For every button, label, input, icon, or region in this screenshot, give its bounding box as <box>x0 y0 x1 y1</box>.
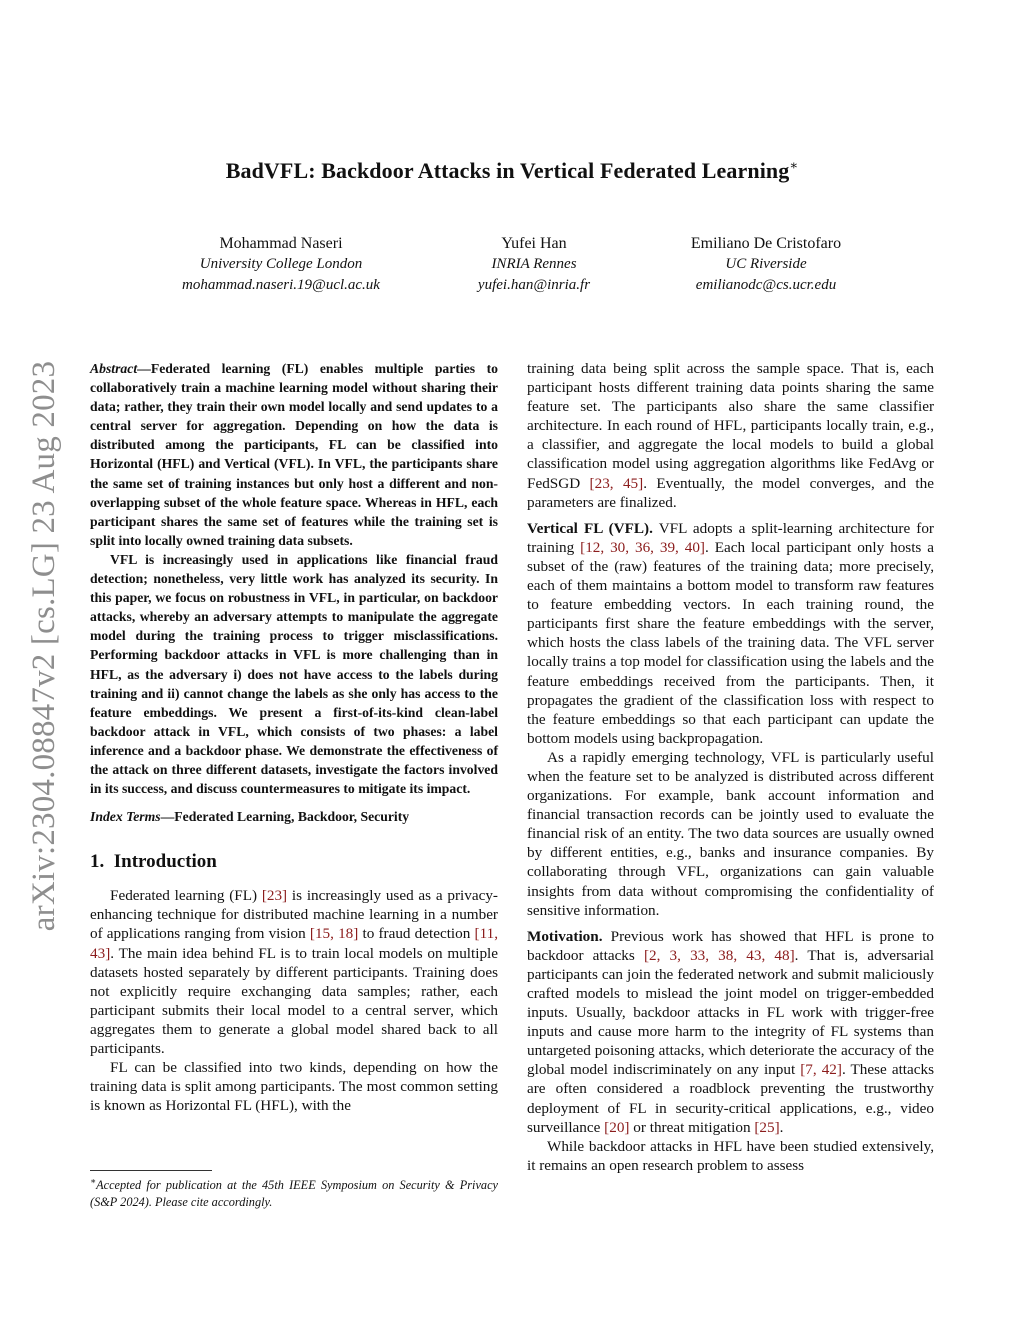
footnote-text: Accepted for publication at the 45th IEEE Symposium on Security & Privacy (S&P 2024). Please cite accordingly. <box>90 1178 498 1210</box>
footnote-mark: ∗ <box>90 1176 97 1186</box>
paragraph-lead: Vertical FL (VFL). <box>527 519 653 537</box>
citation-link[interactable]: [23] <box>261 887 288 905</box>
text-run: VFL adopts a split-learning architecture for training <box>527 519 934 556</box>
author-affiliation: INRIA Rennes <box>491 256 577 272</box>
author-affiliation: UC Riverside <box>725 256 807 272</box>
author-name: Emiliano De Cristofaro <box>690 235 842 252</box>
citation-link[interactable]: [7, 42] <box>800 1061 842 1079</box>
title-footnote-mark: ∗ <box>789 157 799 173</box>
text-run: . The main idea behind FL is to train local models on multiple datasets hosted separately by different participants. Training does not explicitly require exchanging data samples; rather, each participant submits their local model to a central server, which aggregates them to generate a global model shared back to all participants. <box>90 944 498 1057</box>
paper-title <box>0 158 1024 184</box>
footnote-rule <box>90 1170 212 1171</box>
citation-link[interactable]: [20] <box>604 1118 630 1136</box>
text-run: Previous work has showed that HFL is prone to backdoor attacks <box>527 927 934 964</box>
body-paragraph: While backdoor attacks in HFL have been studied extensively, it remains an open research problem to assess <box>527 1137 934 1174</box>
text-run: Federated learning (FL) <box>110 887 262 905</box>
text-run: . Each local participant only hosts a subset of the (raw) features of the training data; more precisely, each of them maintains a bottom model to transform raw features to feature embedding vectors. In each training round, the participants first share the feature embeddings with the server, which hosts the class labels of the training data. The VFL server locally trains a top model for classification using the labels and the feature embeddings received from the participants. Then, it propagates the gradient of the classification loss with respect to the feature embeddings so that each participant can update the bottom models using backpropagation. <box>527 538 934 747</box>
body-paragraph <box>527 359 934 512</box>
right-column <box>527 359 934 1175</box>
author-email[interactable]: emilianodc@cs.ucr.edu <box>695 277 837 293</box>
body-paragraph <box>527 927 934 1137</box>
section-title: Introduction <box>113 851 217 873</box>
author-affiliation: University College London <box>199 256 363 272</box>
text-run: . These attacks are often considered a roadblock preventing the trustworthy deployment of FL in security-critical applications, e.g., video surveillance <box>527 1061 935 1136</box>
index-terms-text: —Federated Learning, Backdoor, Security <box>160 809 410 825</box>
body-paragraph <box>90 886 498 1058</box>
text-run: is increasingly used as a privacy-enhancing technique for distributed machine learning in a number of applications ranging from vision <box>90 887 498 943</box>
abstract <box>90 359 498 798</box>
abstract-paragraph: VFL is increasingly used in applications like financial fraud detection; nonetheless, very little work has analyzed its security. In this paper, we focus on robustness in VFL, in particular, on backdoor attacks, whereby an adversary attempts to manipulate the aggregate model during the training process to trigger misclassifications. Performing backdoor attacks in VFL is more challenging than in HFL, as the adversary i) does not have access to the labels during training and ii) cannot change the labels as she only has access to the feature embeddings. We present a first-of-its-kind clean-label backdoor attack in VFL, which consists of two phases: a label inference and a backdoor phase. We demonstrate the effectiveness of the attack on three different datasets, investigate the factors involved in its success, and discuss countermeasures to mitigate its impact. <box>90 551 498 797</box>
section-heading-introduction <box>90 850 498 874</box>
author-email[interactable]: mohammad.naseri.19@ucl.ac.uk <box>182 277 380 293</box>
author-name: Mohammad Naseri <box>219 235 343 252</box>
body-paragraph: FL can be classified into two kinds, depending on how the training data is split among participants. The most common setting is known as Horizontal FL (HFL), with the <box>90 1059 498 1115</box>
abstract-paragraph <box>90 359 498 550</box>
text-run: . That is, adversarial participants can join the federated network and submit maliciously crafted models to mislead the joint model on trigger-embedded inputs. Usually, backdoor attacks in FL work with trigger-free inputs and cause more harm to the integrity of FL systems than untargeted poisoning attacks, which deteriorate the accuracy of the global model indiscriminately on any input <box>527 946 934 1079</box>
citation-link[interactable]: [2, 3, 33, 38, 43, 48] <box>643 946 795 964</box>
body-paragraph <box>527 519 934 748</box>
abstract-text: —Federated learning (FL) enables multiple parties to collaboratively train a machine learning model without sharing their data; rather, they train their own model locally and send updates to a central server for aggregation. Depending on how the data is distributed among the participants, FL can be classified into Horizontal (HFL) and Vertical (VFL). In VFL, the participants share the same set of training instances but only host a different and non-overlapping subset of the whole feature space. Whereas in HFL, each participant shares the same set of features while the training set is split into locally owned training data subsets. <box>90 361 498 548</box>
citation-link[interactable]: [12, 30, 36, 39, 40] <box>580 538 705 556</box>
title-text: BadVFL: Backdoor Attacks in Vertical Federated Learning <box>225 158 790 183</box>
text-run: . Eventually, the model converges, and the parameters are finalized. <box>527 474 934 511</box>
author-email[interactable]: yufei.han@inria.fr <box>477 277 591 293</box>
author-block-3 <box>616 233 916 296</box>
citation-link[interactable]: [15, 18] <box>309 925 359 943</box>
section-number: 1. <box>90 851 105 873</box>
footnote <box>90 1173 498 1211</box>
text-run: training data being split across the sample space. That is, each participant hosts different training data points sharing the same feature set. The participants also share the same classifier architecture. In each round of HFL, participants locally train, e.g., a classifier, and aggregate the local models to build a global classification model using aggregation algorithms like FedAvg or FedSGD <box>527 360 934 492</box>
index-terms-label: Index Terms <box>90 809 161 825</box>
text-run: . <box>779 1118 784 1136</box>
left-column <box>90 359 498 1115</box>
index-terms <box>90 807 498 826</box>
citation-link[interactable]: [23, 45] <box>589 474 644 492</box>
body-paragraph: As a rapidly emerging technology, VFL is particularly useful when the feature set to be analyzed is distributed across different organizations. For example, bank account information and financial transaction records can be jointly used to evaluate the financial risk of an entity. The two data sources are usually owned by different entities, e.g., banks and insurance companies. By collaborating through VFL, organizations can gain valuable insights from data without compromising the confidentiality of sensitive information. <box>527 748 934 919</box>
abstract-label: Abstract <box>90 361 138 376</box>
author-name: Yufei Han <box>501 235 567 252</box>
text-run: to fraud detection <box>358 925 475 943</box>
paragraph-lead: Motivation. <box>527 927 603 945</box>
citation-link[interactable]: [25] <box>754 1118 780 1136</box>
text-run: or threat mitigation <box>629 1118 755 1136</box>
arxiv-stamp: arXiv:2304.08847v2 [cs.LG] 23 Aug 2023 <box>26 360 62 932</box>
citation-link[interactable]: [11, 43] <box>90 925 498 962</box>
